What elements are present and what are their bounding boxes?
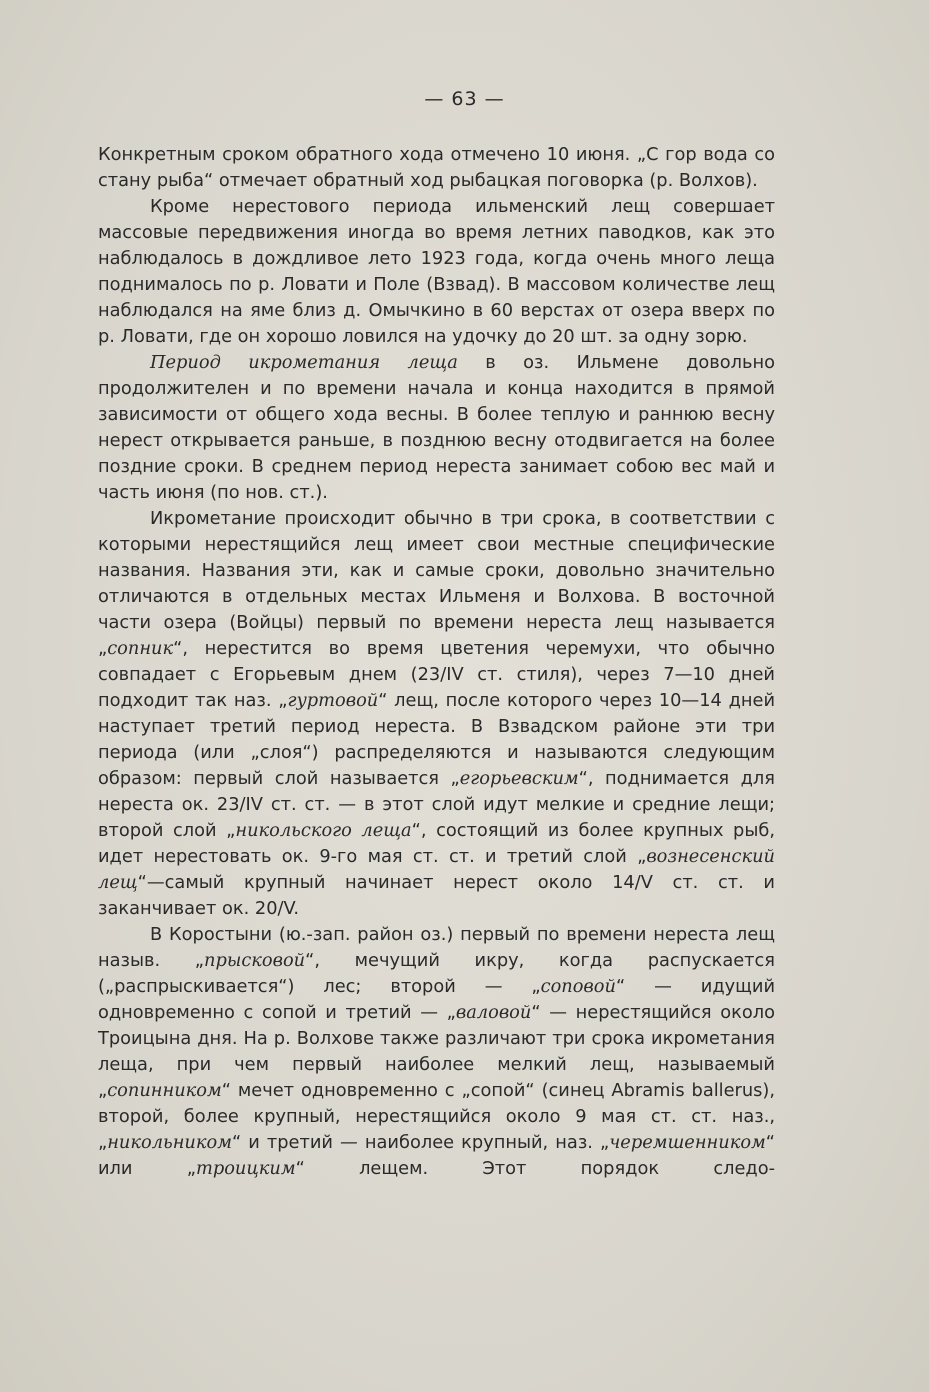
text-run: В Коростыни (ю.-зап. район оз.) первый по времени нереста лещ назыв. „: [98, 924, 775, 971]
italic-term: никольского леща: [235, 820, 412, 841]
italic-term: сопник: [107, 638, 174, 659]
text-run: “ лещ, после которого через 10—14 дней наступает третий период нереста. В Взвадском районе эти три периода (или „слоя“) распределяются и называются следующим образом: первый слой называется „: [98, 690, 775, 789]
italic-term: никольником: [107, 1132, 232, 1153]
text-run: “ или „: [98, 1132, 775, 1179]
italic-term: соповой: [540, 976, 616, 997]
italic-term: гуртовой: [287, 690, 379, 711]
paragraph: [98, 922, 775, 1182]
text-run: Икрометание происходит обычно в три срока, в соответствии с которыми нерестящийся лещ имеет свои местные специфические названия. Названия эти, как и самые сроки, довольно значительно отличаются в отдельных местах Ильменя и Волхова. В восточной части озера (Войцы) первый по времени нереста лещ называется „: [98, 508, 775, 659]
italic-term: троицким: [195, 1158, 296, 1179]
text-run: “ и третий — наиболее крупный, наз. „: [231, 1132, 610, 1153]
italic-term: валовой: [455, 1002, 532, 1023]
italic-term: егорьевским: [459, 768, 579, 789]
paragraph: [98, 350, 775, 506]
text-run: в оз. Ильмене довольно продолжителен и по времени начала и конца находится в прямой зависимости от общего хода весны. В более теплую и раннюю весну нерест открывается раньше, в позднюю весну отодвигается на более поздние сроки. В среднем период нереста занимает собою вес май и часть июня (по нов. ст.).: [98, 352, 775, 503]
text-run: “, нерестится во время цветения черемухи, что обычно совпадает с Егорьевым днем (23/IV ст. стиля), через 7—10 дней подходит так наз. „: [98, 638, 775, 711]
text-run: “ — идущий одновременно с сопой и третий — „: [98, 976, 775, 1023]
italic-term: прысковой: [204, 950, 306, 971]
italic-term: сопинником: [107, 1080, 222, 1101]
paragraph: [98, 142, 775, 194]
text-run: “—самый крупный начинает нерест около 14/V ст. ст. и заканчивает ок. 20/V.: [98, 872, 775, 919]
text-run: “ мечет одновременно с „сопой“ (синец Abramis ballerus), второй, более крупный, нерестящийся около 9 мая ст. ст. наз., „: [98, 1080, 775, 1153]
italic-term: Период икрометания леща: [150, 352, 458, 373]
text-run: “, поднимается для нереста ок. 23/IV ст. ст. — в этот слой идут мелкие и средние лещи; второй слой „: [98, 768, 775, 841]
body-text: [98, 142, 775, 1182]
italic-term: вознесенский лещ: [98, 846, 775, 893]
text-run: “ лещем. Этот порядок следо-: [295, 1158, 776, 1179]
text-run: Кроме нерестового периода ильменский лещ совершает массовые передвижения иногда во время летних паводков, как это наблюдалось в дождливое лето 1923 года, когда очень много леща поднималось по р. Ловати и Поле (Взвад). В массовом количестве лещ наблюдался на яме близ д. Омычкино в 60 верстах от озера вверх по р. Ловати, где он хорошо ловился на удочку до 20 шт. за одну зорю.: [98, 196, 775, 347]
text-run: “, мечущий икру, когда распускается („распрыскивается“) лес; второй — „: [98, 950, 776, 997]
page-number: — 63 —: [424, 88, 505, 110]
text-run: “ — нерестящийся около Троицына дня. На р. Волхове также различают три срока икрометания леща, при чем первый наиболее мелкий лещ, называемый „: [98, 1002, 775, 1101]
paragraph: [98, 506, 775, 922]
text-run: “, состоящий из более крупных рыб, идет нерестовать ок. 9-го мая ст. ст. и третий слой „: [98, 820, 775, 867]
text-run: Конкретным сроком обратного хода отмечено 10 июня. „С гор вода со стану рыба“ отмечает обратный ход рыбацкая поговорка (р. Волхов).: [98, 144, 775, 191]
italic-term: черемшенником: [609, 1132, 766, 1153]
paragraph: [98, 194, 775, 350]
